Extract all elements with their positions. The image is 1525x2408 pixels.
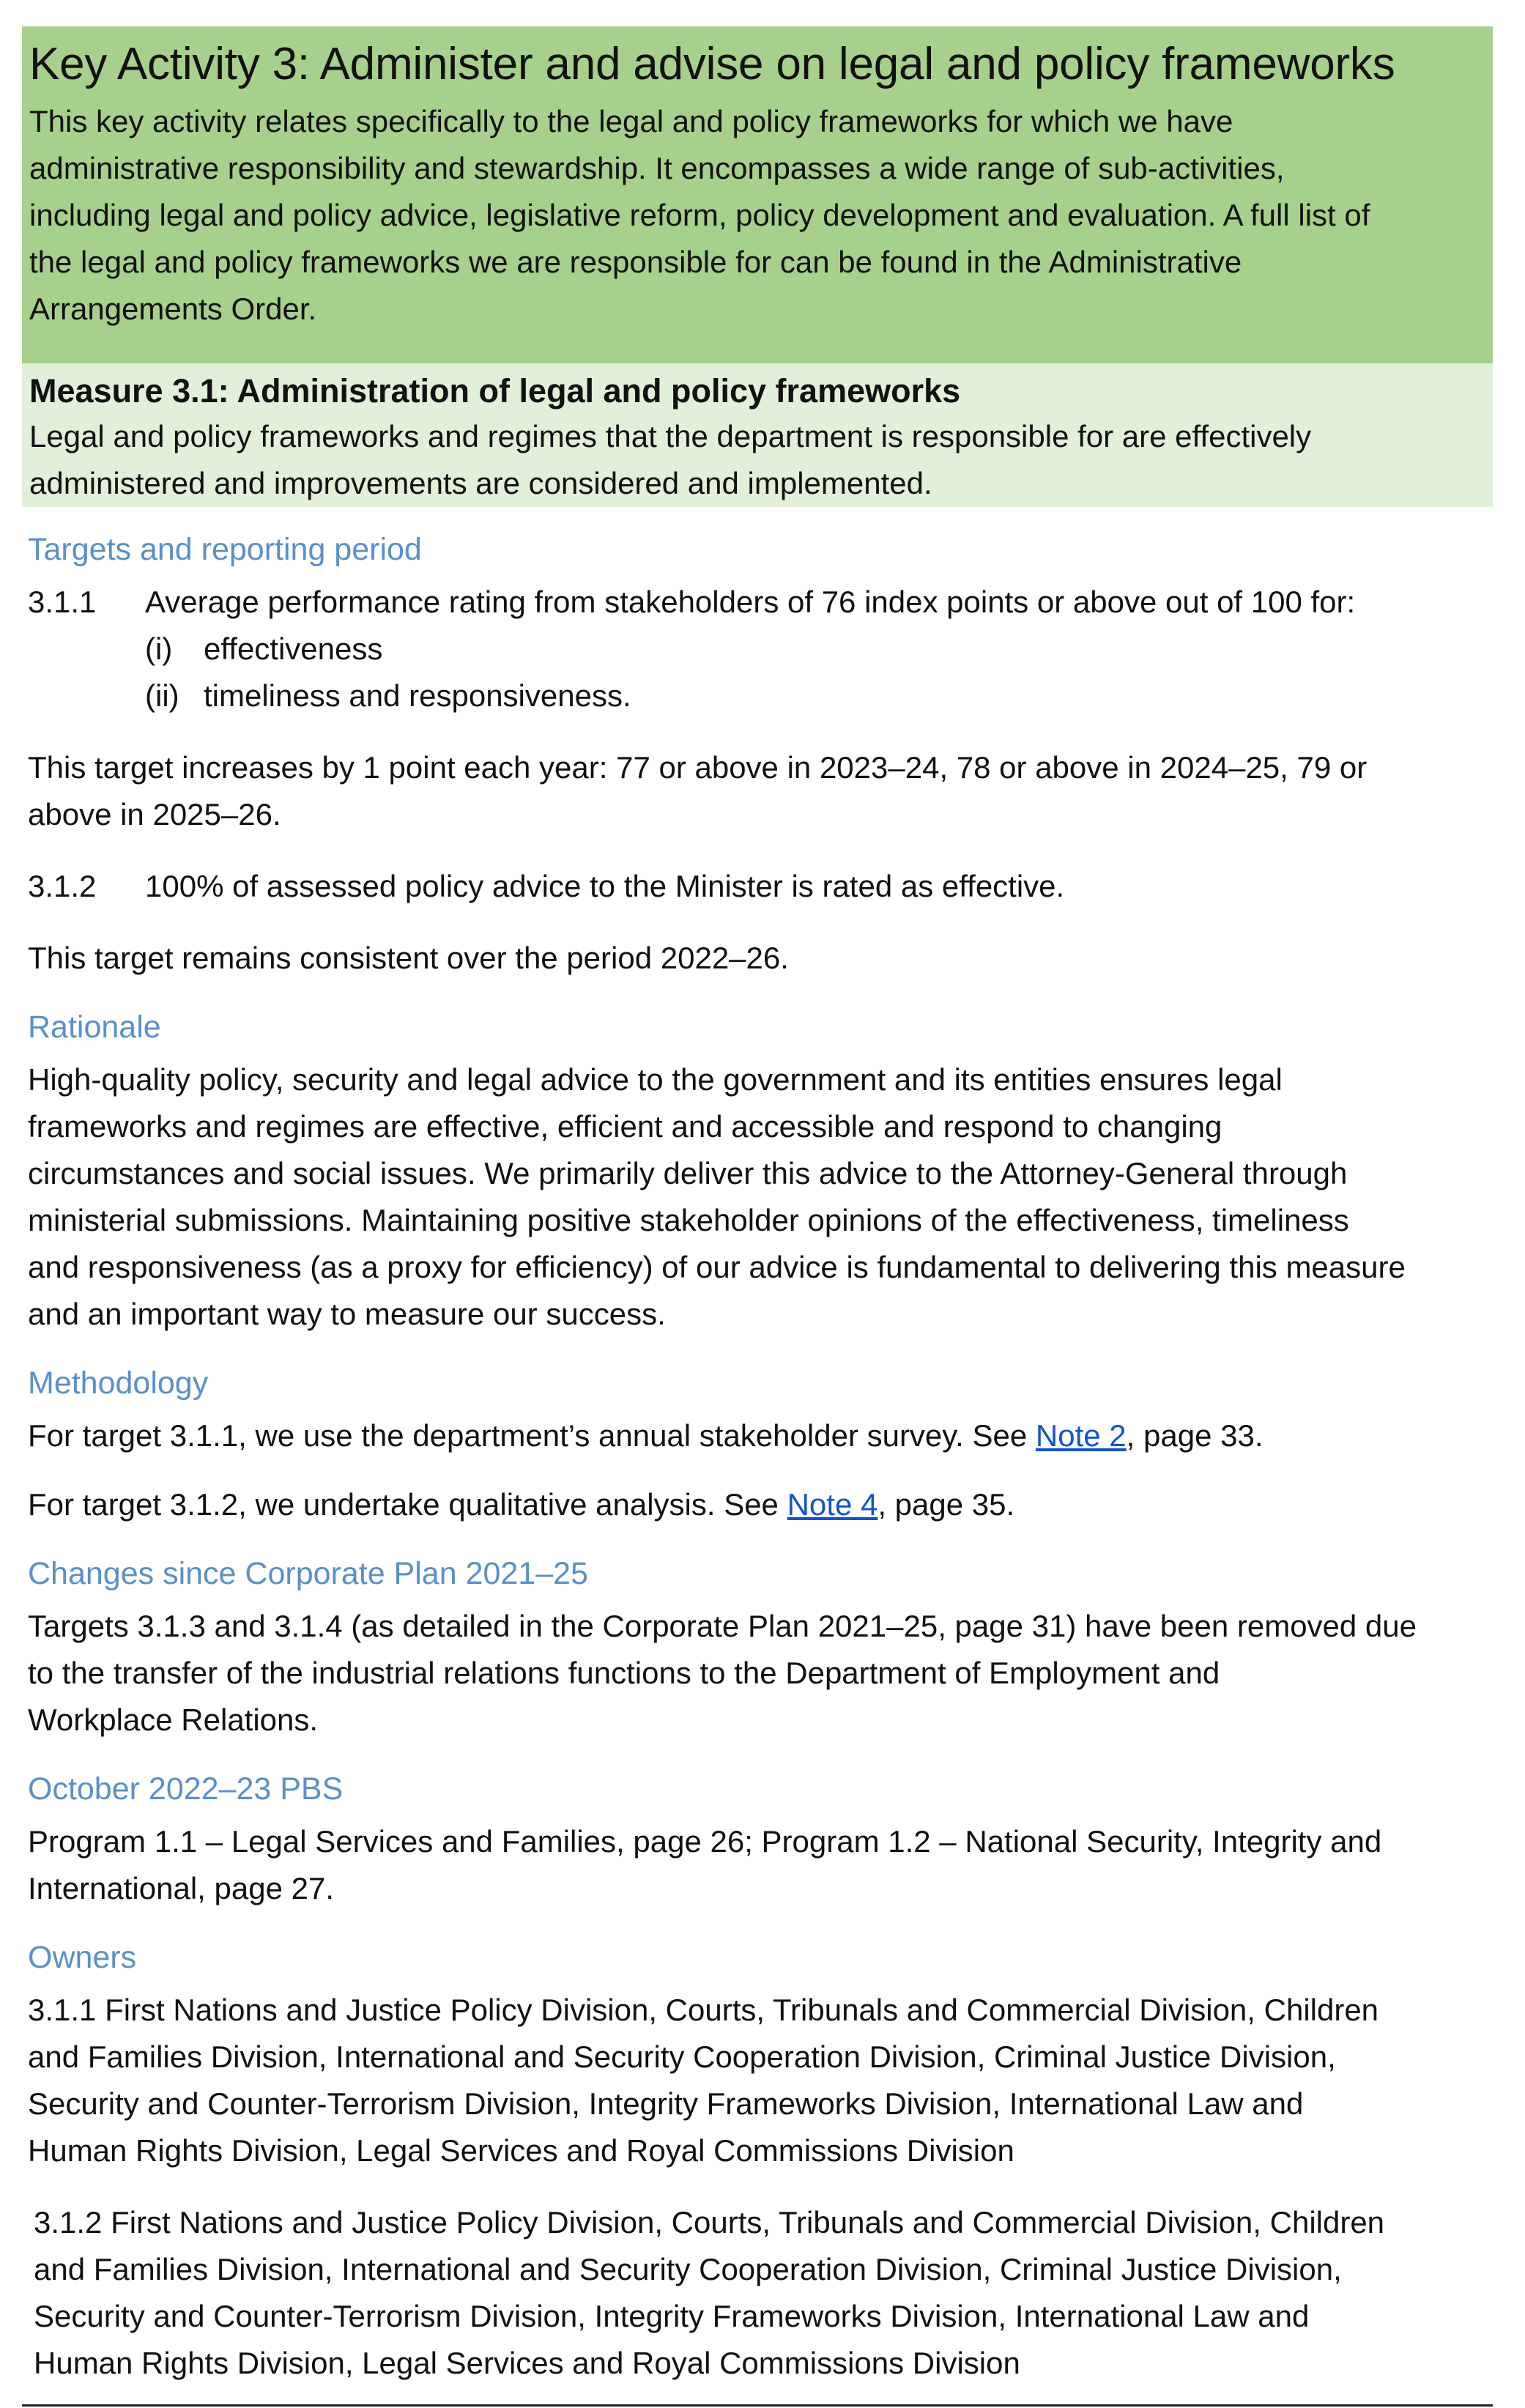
sub-item-number: (i) — [145, 631, 173, 666]
measure-title: Measure 3.1: Administration of legal and policy frameworks — [29, 372, 961, 410]
rationale-heading: Rationale — [28, 1009, 161, 1045]
sub-item-text: effectiveness — [204, 631, 383, 666]
rationale-line: and an important way to measure our success. — [28, 1297, 666, 1331]
changes-heading: Changes since Corporate Plan 2021–25 — [28, 1556, 588, 1591]
key-activity-title: Key Activity 3: Administer and advise on legal and policy frameworks — [29, 39, 1395, 89]
pbs-line: International, page 27. — [28, 1871, 334, 1905]
changes-line: to the transfer of the industrial relations functions to the Department of Employment and — [28, 1656, 1220, 1690]
rationale-line: frameworks and regimes are effective, efficient and accessible and respond to changing — [28, 1109, 1222, 1144]
spacer — [28, 1912, 1485, 1937]
sub-item-text: timeliness and responsiveness. — [204, 678, 631, 713]
target-sub-item — [28, 626, 1485, 673]
sub-item-number: (ii) — [145, 678, 179, 713]
main-content — [28, 529, 1485, 2387]
spacer — [28, 2174, 1485, 2199]
owner-line: Security and Counter-Terrorism Division, Integrity Frameworks Division, International Law and — [34, 2299, 1310, 2333]
owner-line: 3.1.1 First Nations and Justice Policy Division, Courts, Tribunals and Commercial Division, Children — [28, 1993, 1379, 2027]
changes-line: Targets 3.1.3 and 3.1.4 (as detailed in the Corporate Plan 2021–25, page 31) have been removed due — [28, 1609, 1417, 1643]
owner-line: Security and Counter-Terrorism Division, Integrity Frameworks Division, International Law and — [28, 2086, 1304, 2121]
methodology-text: , page 35. — [877, 1487, 1015, 1522]
owners-heading: Owners — [28, 1940, 137, 1975]
methodology-line — [28, 1481, 1485, 1528]
target-number: 3.1.2 — [28, 869, 97, 903]
target-note-line: above in 2025–26. — [28, 797, 281, 831]
rationale-line: ministerial submissions. Maintaining positive stakeholder opinions of the effectiveness, timeliness — [28, 1203, 1349, 1237]
key-activity-box — [22, 26, 1493, 363]
owner-line: and Families Division, International and Security Cooperation Division, Criminal Justice Division, — [28, 2040, 1336, 2074]
methodology-heading: Methodology — [28, 1366, 209, 1401]
owner-line: Human Rights Division, Legal Services and Royal Commissions Division — [28, 2133, 1014, 2168]
spacer — [28, 719, 1485, 744]
target-text: Average performance rating from stakeholders of 76 index points or above out of 100 for: — [145, 585, 1356, 619]
methodology-text: , page 33. — [1126, 1418, 1264, 1453]
note-2-link[interactable]: Note 2 — [1035, 1418, 1127, 1453]
spacer — [28, 1338, 1485, 1363]
rationale-line: High-quality policy, security and legal advice to the government and its entities ensures legal — [28, 1062, 1283, 1097]
target-sub-item — [28, 673, 1485, 719]
owner-line: Human Rights Division, Legal Services and Royal Commissions Division — [34, 2346, 1020, 2380]
owner-line: and Families Division, International and Security Cooperation Division, Criminal Justice Division, — [34, 2252, 1342, 2286]
target-3-1-2 — [28, 863, 1485, 910]
key-activity-line: including legal and policy advice, legislative reform, policy development and evaluation. A full list of — [29, 198, 1370, 232]
target-number: 3.1.1 — [28, 585, 97, 619]
key-activity-line: Arrangements Order. — [29, 292, 317, 326]
spacer — [28, 982, 1485, 1007]
rationale-line: circumstances and social issues. We primarily deliver this advice to the Attorney-General through — [28, 1156, 1348, 1190]
target-text: 100% of assessed policy advice to the Minister is rated as effective. — [145, 869, 1065, 903]
spacer — [28, 1528, 1485, 1553]
spacer — [28, 910, 1485, 935]
key-activity-line: This key activity relates specifically to the legal and policy frameworks for which we have — [29, 104, 1233, 138]
measure-box — [22, 363, 1493, 507]
targets-heading: Targets and reporting period — [28, 532, 422, 567]
target-note-line: This target increases by 1 point each year: 77 or above in 2023–24, 78 or above in 2024–25, 79 or — [28, 750, 1368, 785]
target-note: This target remains consistent over the period 2022–26. — [28, 941, 789, 975]
key-activity-line: administrative responsibility and stewardship. It encompasses a wide range of sub-activities, — [29, 151, 1285, 185]
measure-line: Legal and policy frameworks and regimes that the department is responsible for are effectively — [29, 419, 1312, 453]
note-4-link[interactable]: Note 4 — [787, 1487, 878, 1522]
spacer — [28, 1459, 1485, 1481]
changes-line: Workplace Relations. — [28, 1703, 319, 1737]
methodology-line — [28, 1412, 1485, 1459]
methodology-text: For target 3.1.1, we use the department’s annual stakeholder survey. See — [28, 1418, 1036, 1453]
key-activity-line: the legal and policy frameworks we are responsible for can be found in the Administrative — [29, 245, 1242, 279]
pbs-line: Program 1.1 – Legal Services and Families, page 26; Program 1.2 – National Security, Integrity and — [28, 1824, 1382, 1859]
spacer — [28, 1744, 1485, 1768]
methodology-text: For target 3.1.2, we undertake qualitative analysis. See — [28, 1487, 787, 1522]
owner-block-3-1-2 — [28, 2199, 1485, 2387]
target-3-1-1 — [28, 579, 1485, 626]
bottom-divider — [22, 2404, 1493, 2407]
measure-line: administered and improvements are considered and implemented. — [29, 466, 932, 500]
owner-line: 3.1.2 First Nations and Justice Policy Division, Courts, Tribunals and Commercial Division, Children — [34, 2205, 1385, 2240]
pbs-heading: October 2022–23 PBS — [28, 1771, 344, 1807]
rationale-line: and responsiveness (as a proxy for efficiency) of our advice is fundamental to delivering this measure — [28, 1250, 1406, 1284]
spacer — [28, 838, 1485, 863]
